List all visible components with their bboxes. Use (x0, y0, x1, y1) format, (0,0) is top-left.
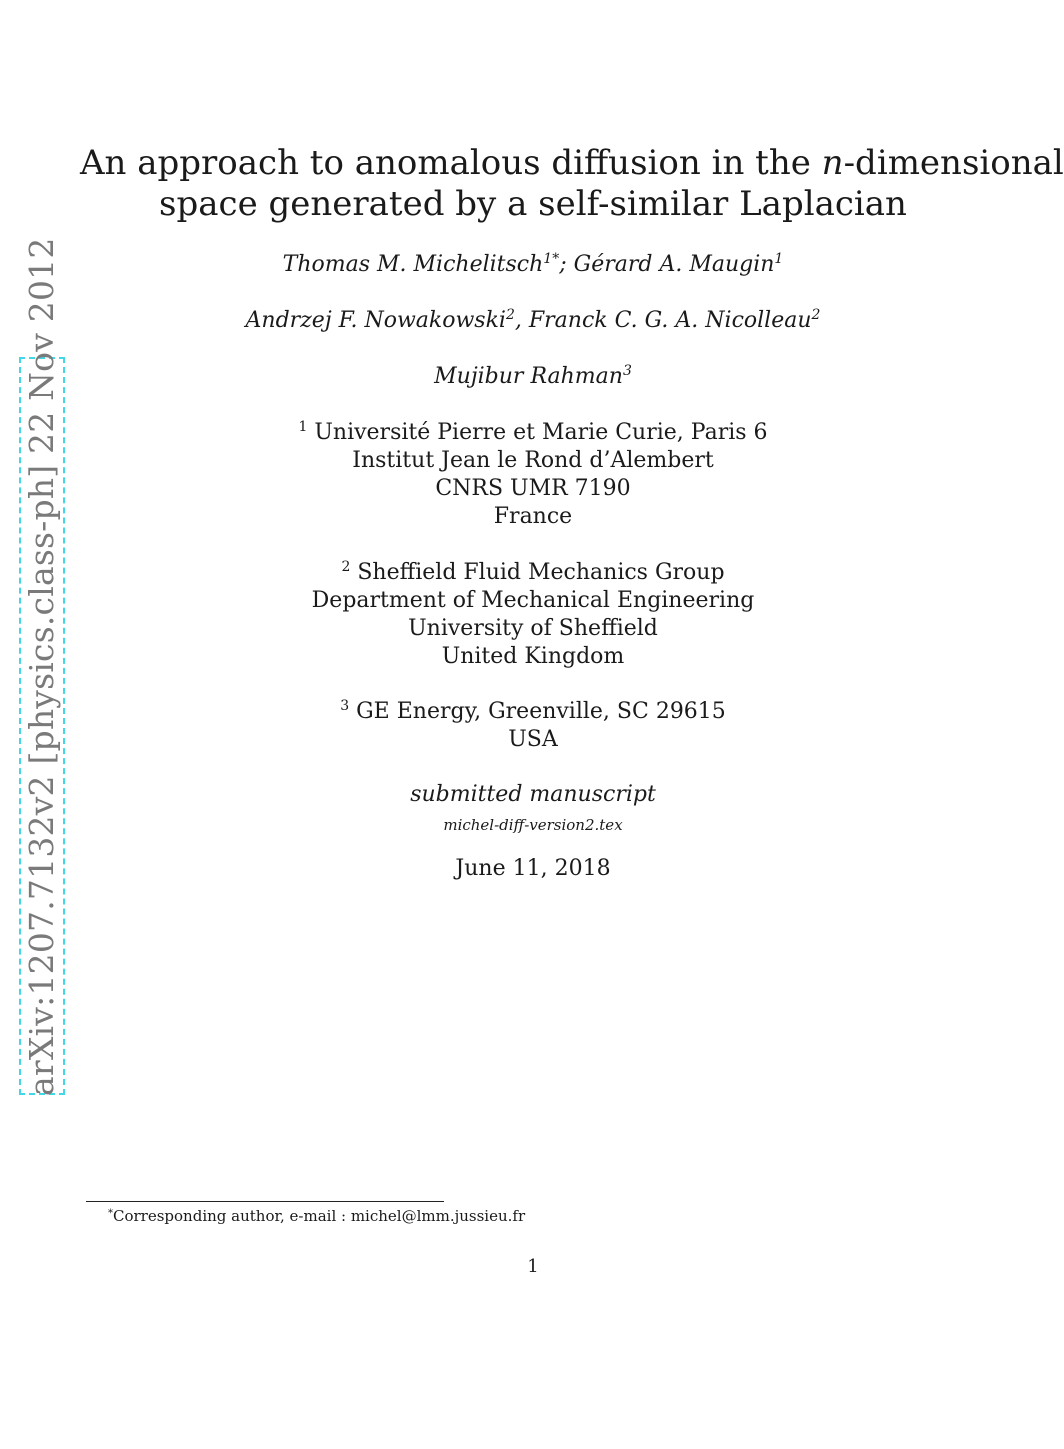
affiliation-number: 3 (340, 698, 350, 714)
affiliation-line: Department of Mechanical Engineering (311, 588, 755, 613)
affiliation-line: CNRS UMR 7190 (435, 476, 631, 501)
author-mark: 2 (811, 307, 821, 323)
author-name: Gérard A. Maugin (573, 252, 775, 277)
author-line-2 (80, 308, 986, 333)
author-line-1 (80, 252, 986, 277)
footnote-mark: * (108, 1208, 113, 1219)
title-line-1-post: -dimensional (843, 143, 1064, 183)
title-math-n: n (821, 143, 844, 183)
paper-title (80, 143, 1064, 225)
author-mark: 1* (543, 251, 560, 267)
affiliation-number: 2 (341, 559, 351, 575)
affiliation-line: Sheffield Fluid Mechanics Group (357, 560, 725, 585)
affiliation-line: University of Sheffield (408, 616, 658, 641)
affiliation-line: Université Pierre et Marie Curie, Paris 6 (314, 420, 768, 445)
affiliation-line: Institut Jean le Rond d’Alembert (352, 448, 714, 473)
footnote (108, 1207, 525, 1225)
affiliation-number: 1 (298, 419, 308, 435)
author-name: Andrzej F. Nowakowski (245, 308, 506, 333)
author-name: Franck C. G. A. Nicolleau (528, 308, 812, 333)
affiliation-line: USA (508, 727, 558, 752)
author-line-3 (80, 364, 986, 389)
paper-date: June 11, 2018 (455, 856, 611, 881)
manuscript-status: submitted manuscript (410, 782, 656, 807)
author-mark: 2 (505, 307, 515, 323)
author-name: Mujibur Rahman (434, 364, 623, 389)
affiliation-line: France (493, 504, 573, 529)
author-mark: 1 (774, 251, 784, 267)
author-mark: 3 (622, 363, 632, 379)
affiliation-line: GE Energy, Greenville, SC 29615 (356, 699, 726, 724)
source-filename: michel-diff-version2.tex (443, 816, 623, 834)
affiliation-line: United Kingdom (441, 644, 625, 669)
author-separator: ; (559, 252, 574, 277)
affiliation-1 (80, 419, 986, 531)
title-line-2: space generated by a self-similar Laplacian (159, 184, 907, 224)
author-name: Thomas M. Michelitsch (282, 252, 544, 277)
title-line-1-pre: An approach to anomalous diffusion in the (80, 143, 822, 183)
footnote-divider (86, 1201, 444, 1202)
author-separator: , (514, 308, 529, 333)
affiliation-3 (80, 698, 986, 754)
arxiv-stamp[interactable]: arXiv:1207.7132v2 [physics.class-ph] 22 Nov 2012 (22, 237, 61, 1096)
footnote-text: Corresponding author, e-mail : michel@lmm.jussieu.fr (113, 1207, 526, 1225)
page-number: 1 (527, 1256, 539, 1277)
affiliation-2 (80, 559, 986, 671)
